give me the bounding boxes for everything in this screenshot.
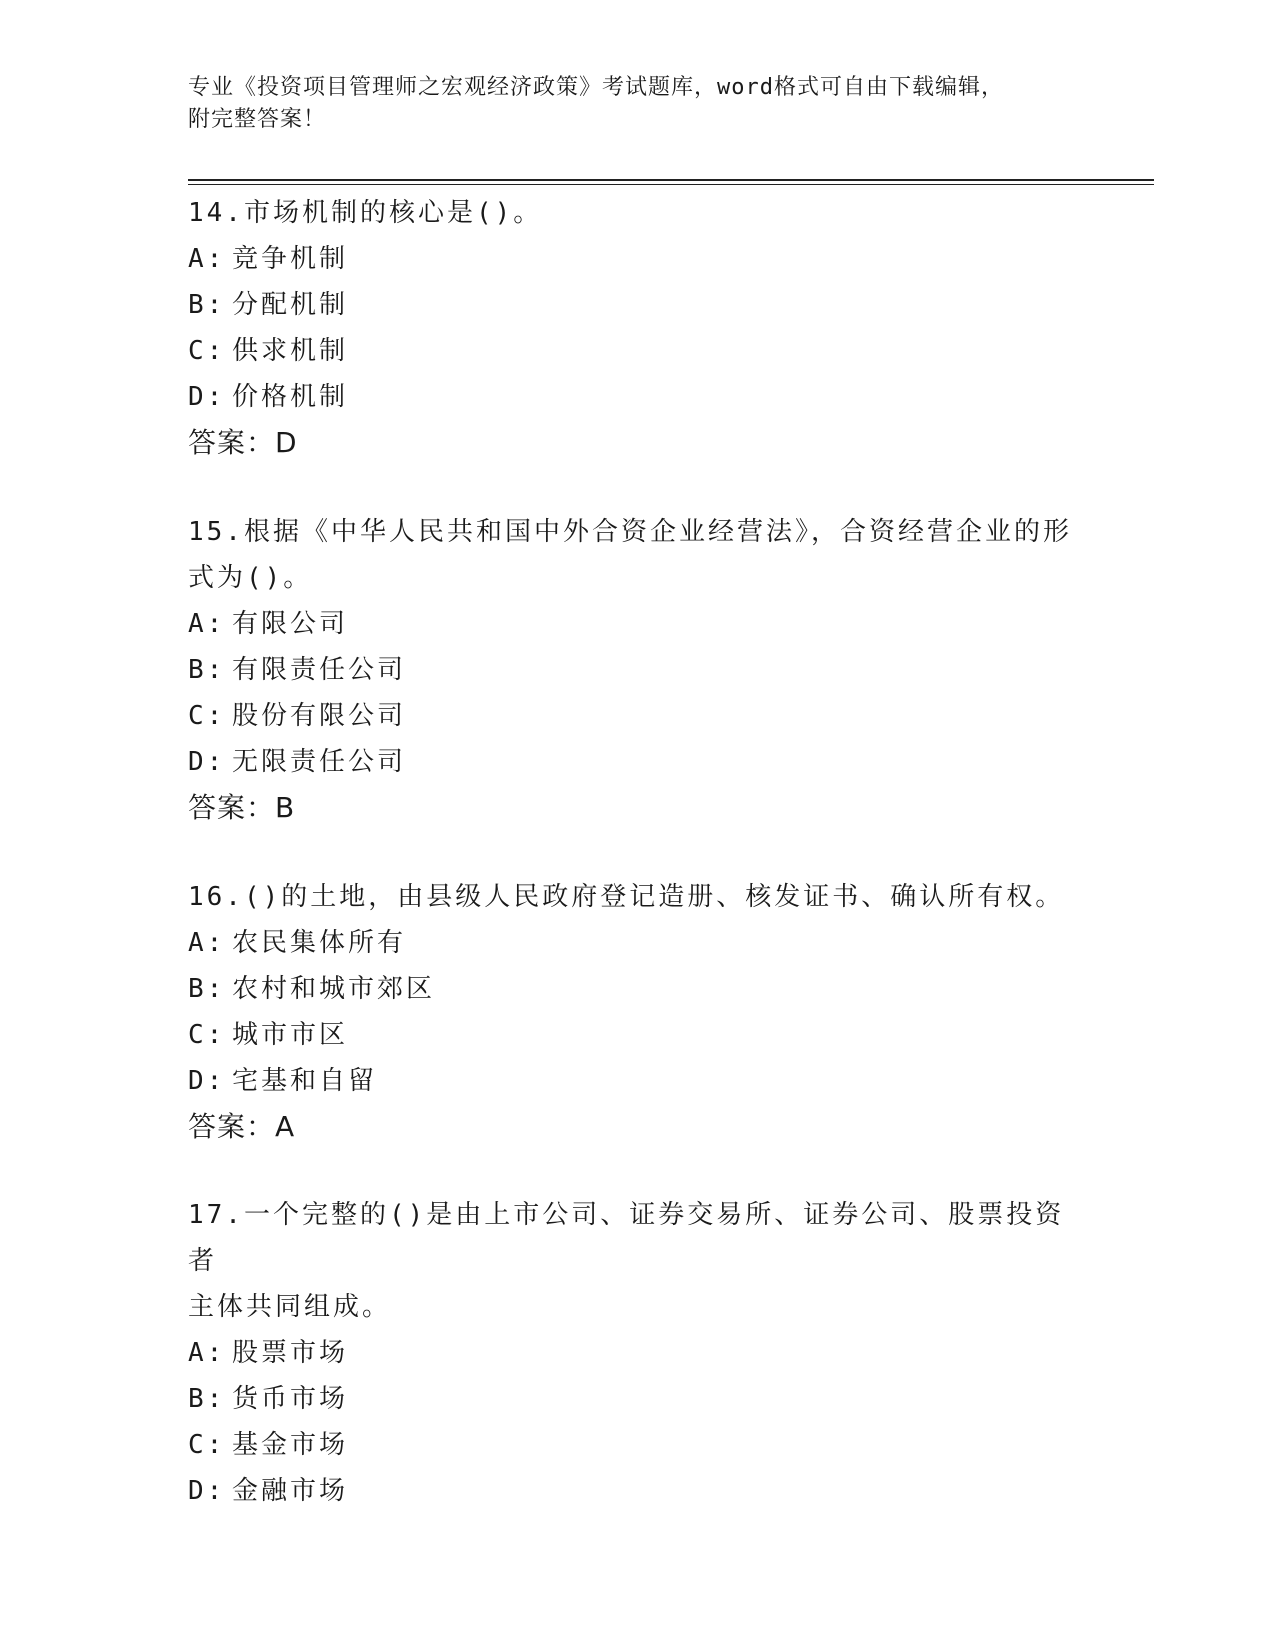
option-c	[188, 1012, 1088, 1058]
option-key: B:	[188, 974, 226, 1004]
option-c	[188, 328, 1088, 374]
option-text: 股份有限公司	[232, 701, 407, 731]
question-number: 15.	[188, 517, 244, 547]
header-divider-thin	[188, 184, 1154, 185]
header-divider-thick	[188, 179, 1154, 181]
option-key: D:	[188, 1476, 226, 1506]
option-list	[188, 601, 1088, 785]
option-list	[188, 920, 1088, 1104]
option-b	[188, 966, 1088, 1012]
question-stem-line: 根据《中华人民共和国中外合资企业经营法》，合资经营企业的形	[243, 517, 1072, 547]
question-stem-line: 主体共同组成。	[188, 1292, 392, 1322]
option-key: C:	[188, 1020, 226, 1050]
option-key: C:	[188, 701, 226, 731]
document-header	[188, 72, 1088, 136]
option-a	[188, 1330, 1088, 1376]
question-stem	[188, 190, 1088, 236]
question-stem-line: ()的土地，由县级人民政府登记造册、核发证书、确认所有权。	[243, 882, 1065, 912]
question-stem-line: 一个完整的()是由上市公司、证券交易所、证券公司、股票投资者	[188, 1200, 1065, 1276]
option-text: 供求机制	[232, 336, 349, 366]
option-text: 宅基和自留	[232, 1066, 378, 1096]
option-text: 基金市场	[232, 1430, 349, 1460]
question-stem-line: 式为()。	[188, 563, 313, 593]
option-d	[188, 1058, 1088, 1104]
option-key: B:	[188, 655, 226, 685]
option-key: A:	[188, 244, 226, 274]
option-text: 有限责任公司	[232, 655, 407, 685]
question-stem-line: 市场机制的核心是()。	[243, 198, 543, 228]
option-key: B:	[188, 290, 226, 320]
option-text: 股票市场	[232, 1338, 349, 1368]
question-stem	[188, 874, 1088, 920]
option-text: 金融市场	[232, 1476, 349, 1506]
option-text: 农民集体所有	[232, 928, 407, 958]
option-d	[188, 1468, 1088, 1514]
header-line-1: 专业《投资项目管理师之宏观经济政策》考试题库，word格式可自由下载编辑，	[188, 75, 1004, 100]
option-a	[188, 601, 1088, 647]
option-list	[188, 1330, 1088, 1514]
question-15	[188, 509, 1088, 831]
option-text: 货币市场	[232, 1384, 349, 1414]
option-text: 有限公司	[232, 609, 349, 639]
option-key: A:	[188, 1338, 226, 1368]
option-text: 无限责任公司	[232, 747, 407, 777]
question-17	[188, 1192, 1088, 1514]
option-c	[188, 693, 1088, 739]
question-number: 14.	[188, 198, 244, 228]
question-number: 17.	[188, 1200, 244, 1230]
option-key: C:	[188, 336, 226, 366]
question-number: 16.	[188, 882, 244, 912]
answer-line: 答案：D	[188, 426, 298, 459]
option-b	[188, 647, 1088, 693]
answer-line: 答案：A	[188, 1110, 296, 1143]
option-b	[188, 282, 1088, 328]
question-stem	[188, 509, 1088, 601]
question-16	[188, 874, 1088, 1150]
option-key: D:	[188, 382, 226, 412]
question-14	[188, 190, 1088, 466]
option-key: D:	[188, 1066, 226, 1096]
option-text: 农村和城市郊区	[232, 974, 436, 1004]
option-text: 分配机制	[232, 290, 349, 320]
option-key: B:	[188, 1384, 226, 1414]
question-stem	[188, 1192, 1088, 1330]
option-key: D:	[188, 747, 226, 777]
option-text: 城市市区	[232, 1020, 349, 1050]
option-text: 价格机制	[232, 382, 349, 412]
option-key: A:	[188, 928, 226, 958]
option-list	[188, 236, 1088, 420]
answer-line: 答案：B	[188, 791, 296, 824]
option-b	[188, 1376, 1088, 1422]
option-c	[188, 1422, 1088, 1468]
option-text: 竞争机制	[232, 244, 349, 274]
option-key: C:	[188, 1430, 226, 1460]
option-d	[188, 374, 1088, 420]
option-d	[188, 739, 1088, 785]
header-line-2: 附完整答案！	[188, 107, 327, 132]
option-key: A:	[188, 609, 226, 639]
option-a	[188, 920, 1088, 966]
option-a	[188, 236, 1088, 282]
